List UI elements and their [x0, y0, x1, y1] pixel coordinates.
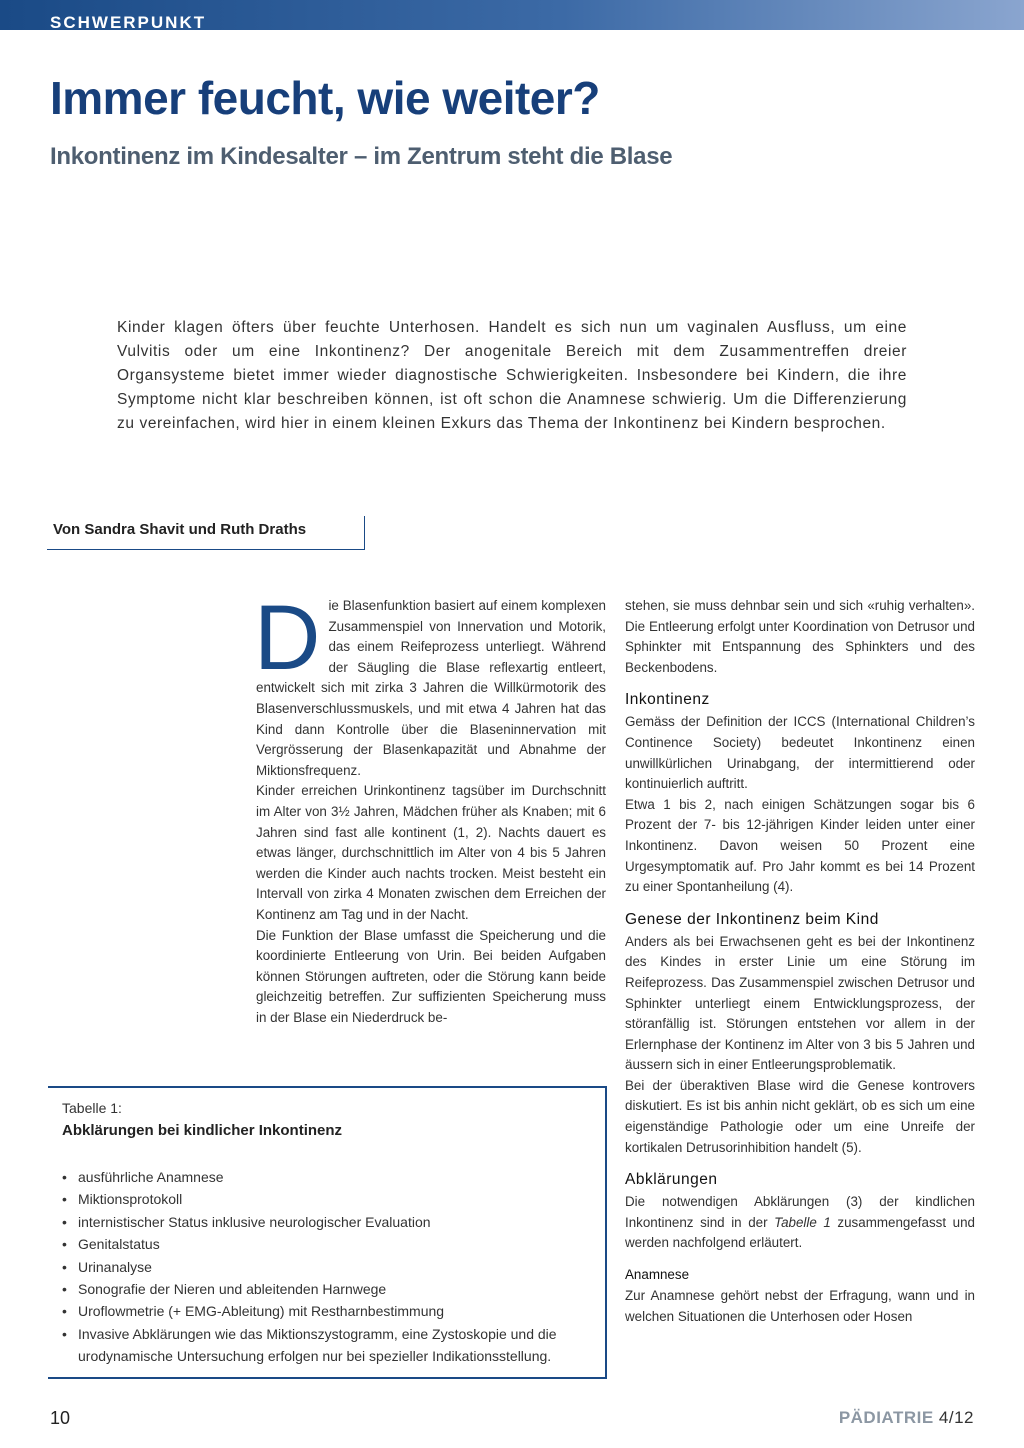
paragraph: Anders als bei Erwachsenen geht es bei der Inkontinenz des Kindes in erster Linie um eine Störung im Reifeprozess. Das Zusammenspiel zwischen Detrusor und Sphinkter unterliegt einem Entwicklungsprozess, der störanfällig ist. Störungen entstehen vor allem in der Erlernphase der Kontinenz im Alter von 3 bis 5 Jahren und äussern sich in einer Entleerungsproblematik. — [625, 933, 975, 1073]
text-column-2 — [625, 596, 975, 1327]
text-column-1 — [254, 587, 606, 1028]
page-number: 10 — [50, 1408, 71, 1428]
heading-abklaerungen: Abklärungen — [625, 1171, 718, 1189]
paragraph: Die Funktion der Blase umfasst die Speicherung und die koordinierte Entleerung von Urin. Bei beiden Aufgaben können Störungen auftreten, oder die Störung kann beide gleichzeitig betreffen. Zur suffizienten Speicherung muss in der Blase ein Niederdruck be- — [256, 927, 606, 1025]
section-label: SCHWERPUNKT — [50, 13, 207, 32]
paragraph: Etwa 1 bis 2, nach einigen Schätzungen sogar bis 6 Prozent der 7- bis 12-jährigen Kinder leiden unter einer Inkontinenz. Davon weisen 50 Prozent eine Urgesymptomatik auf. Pro Jahr kommt es bei 14 Prozent zu einer Spontanheilung (4). — [625, 796, 975, 895]
journal-footer — [839, 1408, 974, 1428]
paragraph: Zur Anamnese gehört nebst der Erfragung, wann und in welchen Situationen die Unterhosen oder Hosen — [625, 1288, 975, 1324]
table-label: Tabelle 1: — [62, 1100, 122, 1116]
article-subtitle: Inkontinenz im Kindesalter – im Zentrum steht die Blase — [50, 143, 673, 170]
byline-box — [47, 516, 365, 550]
paragraph: Gemäss der Definition der ICCS (International Children’s Continence Society) bedeutet Inkontinenz einen unwillkürlichen Urinabgang, der intermittierend oder kontinuierlich auftritt. — [625, 714, 975, 792]
table-reference-link: Tabelle 1 — [774, 1214, 831, 1230]
list-item: • Uroflowmetrie (+ EMG-Ableitung) mit Restharnbestimmung — [62, 1300, 592, 1322]
paragraph: ie Blasenfunktion basiert auf einem komplexen Zusammenspiel von Innervation und Motorik, das einem Reifeprozess unterliegt. Während der Säugling die Blase reflexartig entleert, entwickelt sich mit zirka 3 Jahren die Willkürmotorik des Blasenverschlussmuskels, und mit etwa 4 Jahren hat das Kind dann Kontrolle über die Blaseninnervation mit Vergrösserung der Blasenkapazität und Abnahme der Miktionsfrequenz. — [256, 598, 606, 778]
paragraph: Bei der überaktiven Blase wird die Genese kontrovers diskutiert. Es ist bis anhin nicht geklärt, ob es sich um eine eigenständige Pathologie oder um eine Unreife der kortikalen Detrusorinhibition handelt (5). — [625, 1077, 975, 1155]
heading-inkontinenz: Inkontinenz — [625, 691, 710, 709]
article-title: Immer feucht, wie weiter? — [50, 72, 600, 124]
table-item-list — [62, 1166, 592, 1368]
journal-issue: 4/12 — [938, 1408, 974, 1427]
list-item: • Invasive Abklärungen wie das Miktionszystogramm, eine Zystoskopie und die urodynamische Untersuchung erfolgen nur bei spezieller Indikationsstellung. — [62, 1323, 592, 1368]
article-lead: Kinder klagen öfters über feuchte Unterhosen. Handelt es sich nun um vaginalen Ausfluss, um eine Vulvitis oder um eine Inkontinenz? Der anogenitale Bereich mit dem Zusammentreffen dreier Organsysteme bietet immer wieder diagnostische Schwierigkeiten. Insbesondere bei Kindern, die ihre Symptome nicht klar beschreiben können, ist oft schon die Anamnese schwierig. Um die Differenzierung zu vereinfachen, wird hier in einem kleinen Exkurs das Thema der Inkontinenz bei Kindern besprochen. — [117, 319, 907, 432]
table-title: Abklärungen bei kindlicher Inkontinenz — [62, 1122, 343, 1139]
list-item: • Urinanalyse — [62, 1256, 592, 1278]
list-item: • Sonografie der Nieren und ableitenden Harnwege — [62, 1278, 592, 1300]
list-item: • Genitalstatus — [62, 1233, 592, 1255]
text-run: zusammengefasst und werden nachfolgend erläutert. — [625, 1214, 975, 1251]
text-run: Die notwendigen Abklärungen (3) der kindlichen Inkontinenz sind in der — [625, 1194, 975, 1230]
list-item: • internistischer Status inklusive neurologischer Evaluation — [62, 1211, 592, 1233]
list-item: • Miktionsprotokoll — [62, 1188, 592, 1210]
paragraph — [625, 1192, 975, 1254]
section-header-bar — [0, 0, 1024, 30]
drop-cap: D — [254, 587, 321, 689]
heading-genese: Genese der Inkontinenz beim Kind — [625, 910, 879, 928]
journal-brand: PÄDIATRIE — [838, 1408, 934, 1427]
paragraph: Kinder erreichen Urinkontinenz tagsüber im Durchschnitt im Alter von 3½ Jahren, Mädchen früher als Knaben; mit 6 Jahren sind fast alle kontinent (1, 2). Nachts dauert es etwas länger, durchschnittlich im Alter von 4 bis 5 Jahren werden die Kinder auch nachts trocken. Meist besteht ein Intervall von zirka 4 Monaten zwischen dem Erreichen der Kontinenz am Tag und in der Nacht. — [256, 783, 606, 922]
subheading-anamnese: Anamnese — [625, 1267, 690, 1283]
byline-authors: Von Sandra Shavit und Ruth Draths — [53, 521, 307, 538]
table-1-box — [48, 1086, 607, 1379]
paragraph: stehen, sie muss dehnbar sein und sich «ruhig verhalten». Die Entleerung erfolgt unter Koordination von Detrusor und Sphinkter mit Entspannung des Sphinkters und des Beckenbodens. — [625, 598, 975, 675]
list-item: • ausführliche Anamnese — [62, 1166, 592, 1188]
